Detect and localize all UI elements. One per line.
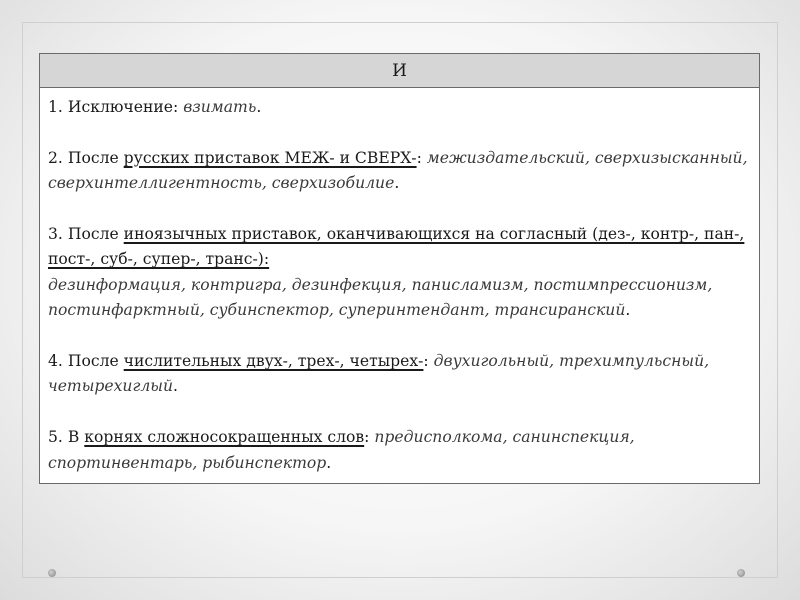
rule-lead: Исключение: bbox=[67, 98, 184, 116]
rule-number: 2. bbox=[48, 148, 63, 167]
rule-tail: . bbox=[256, 98, 262, 116]
rule-tail: . bbox=[326, 453, 332, 472]
rule-number: 5. bbox=[48, 428, 63, 447]
table-body-cell bbox=[40, 88, 760, 484]
rule-underlined-term: корнях сложносокращенных слов bbox=[84, 428, 365, 447]
rule-separator: : bbox=[423, 352, 434, 371]
rule-lead: В bbox=[67, 428, 85, 447]
rule-number: 3. bbox=[48, 225, 63, 243]
rule-item-4 bbox=[48, 349, 749, 400]
rule-examples: дезинформация, контригра, дезинфекция, панисламизм, постимпрессионизм, постинфарктный, субинспектор, суперинтендант, трансиранский bbox=[48, 275, 713, 320]
frame-left-line bbox=[22, 22, 23, 578]
rule-separator: : bbox=[364, 428, 375, 447]
rule-lead: После bbox=[67, 352, 124, 371]
rule-examples: взимать bbox=[183, 98, 257, 116]
rule-underlined-term: числительных двух-, трех-, четырех- bbox=[123, 352, 424, 371]
rule-item-5 bbox=[48, 425, 749, 476]
table-header-cell: И bbox=[40, 54, 760, 88]
rule-number: 1. bbox=[48, 98, 63, 116]
rule-underlined-term: русских приставок МЕЖ- и СВЕРХ- bbox=[123, 148, 417, 167]
decorative-dot-left bbox=[48, 569, 56, 577]
rule-examples: межиздательский, сверхизысканный, сверхинтеллигентность, сверхизобилие bbox=[48, 148, 748, 193]
frame-bottom-line bbox=[22, 577, 778, 578]
rule-lead: После bbox=[67, 148, 124, 167]
rule-tail: . bbox=[394, 174, 400, 193]
rule-item-1 bbox=[48, 95, 749, 120]
rule-examples: предисполкома, санинспекция, спортинвентарь, рыбинспектор bbox=[48, 428, 635, 472]
rule-item-3 bbox=[48, 222, 749, 324]
rule-lead: После bbox=[67, 225, 124, 243]
table-header-row bbox=[40, 54, 760, 88]
table-body-row bbox=[40, 88, 760, 484]
rule-underlined-term: иноязычных приставок, оканчивающихся на согласный (дез-, контр-, пан-, пост-, суб-, супер-, транс-): bbox=[48, 225, 745, 269]
rule-tail: . bbox=[173, 377, 178, 396]
rule-separator: : bbox=[416, 148, 427, 167]
rule-item-2 bbox=[48, 146, 749, 197]
rule-examples: двухигольный, трехимпульсный, четырехиглый bbox=[48, 352, 710, 396]
spelling-rule-table bbox=[39, 53, 760, 484]
rule-number: 4. bbox=[48, 352, 63, 371]
frame-top-line bbox=[22, 22, 778, 23]
frame-right-line bbox=[777, 22, 778, 578]
rule-tail: . bbox=[625, 301, 631, 320]
decorative-dot-right bbox=[737, 569, 745, 577]
